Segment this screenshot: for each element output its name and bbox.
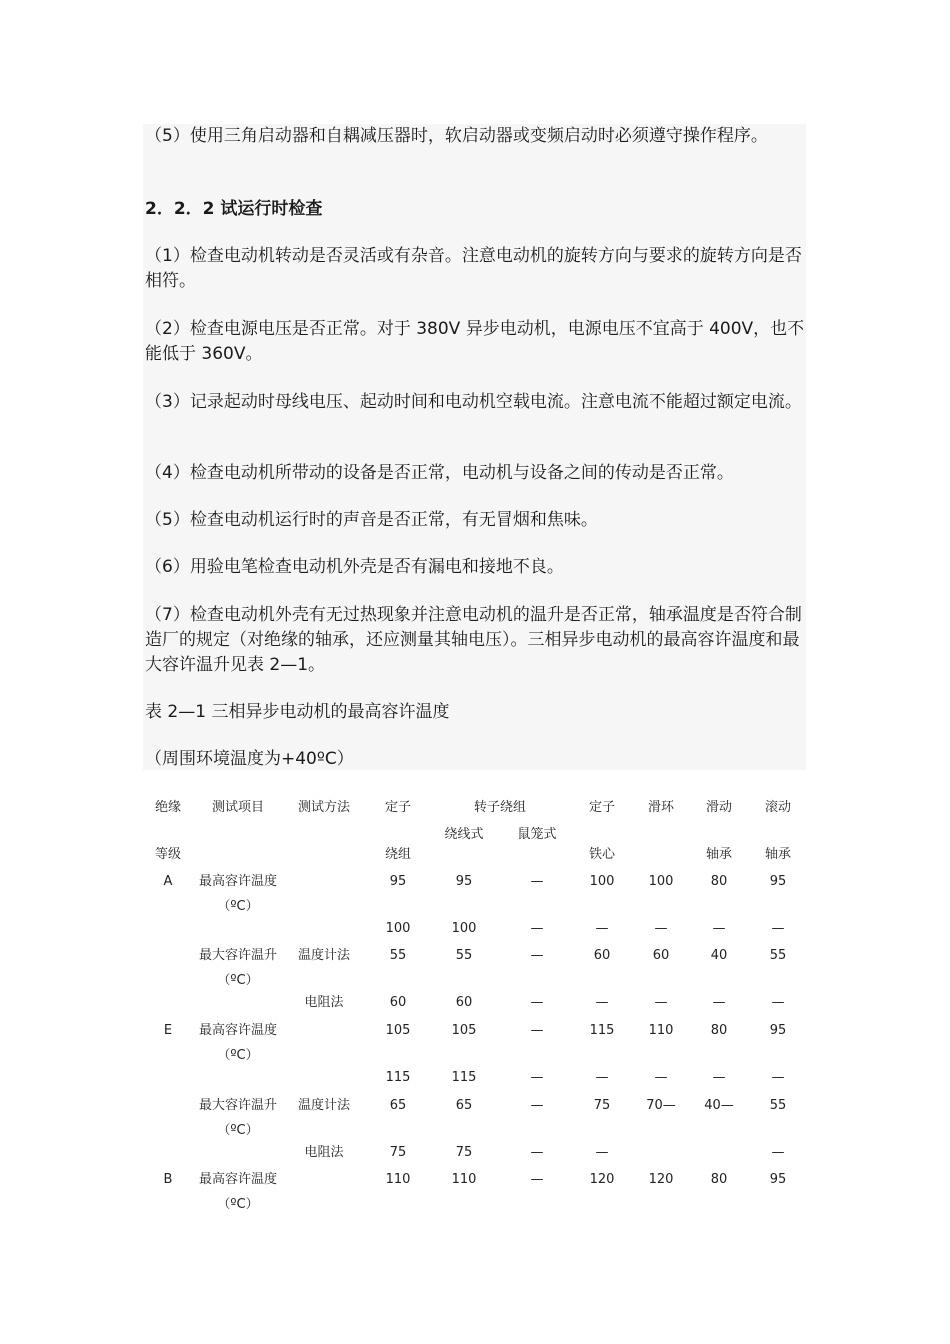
paragraph-6-leakage-check: （6）用验电笔检查电动机外壳是否有漏电和接地不良。 <box>145 557 564 577</box>
value-cell: — <box>771 1070 785 1085</box>
value-cell: 75 <box>593 1098 611 1113</box>
value-cell: 115 <box>589 1023 615 1038</box>
test-method-cell: 电阻法 <box>304 1145 344 1160</box>
value-cell: 60 <box>455 995 473 1010</box>
value-cell: 115 <box>451 1070 477 1085</box>
value-cell: — <box>595 1070 609 1085</box>
header-bearing-sliding: 轴承 <box>705 847 733 862</box>
value-cell: 95 <box>769 1023 787 1038</box>
value-cell: — <box>530 1172 544 1187</box>
value-cell: 100 <box>385 921 411 936</box>
value-cell: 110 <box>385 1172 411 1187</box>
header-rotor-winding: 转子绕组 <box>473 800 527 815</box>
value-cell: — <box>654 1070 668 1085</box>
section-heading-trial-run: 2．2．2 试运行时检查 <box>145 199 323 219</box>
value-cell: 95 <box>769 874 787 889</box>
grade-cell: A <box>163 874 173 889</box>
value-cell: 60 <box>652 948 670 963</box>
value-cell: — <box>595 995 609 1010</box>
value-cell: 80 <box>710 874 728 889</box>
value-cell: 55 <box>389 948 407 963</box>
value-cell: 80 <box>710 1172 728 1187</box>
value-cell: 60 <box>593 948 611 963</box>
value-cell: — <box>530 995 544 1010</box>
value-cell: — <box>530 1145 544 1160</box>
paragraph-1-rotation-check: （1）检查电动机转动是否灵活或有杂音。注意电动机的旋转方向与要求的旋转方向是否相符。 <box>145 246 802 291</box>
test-item-cell: 最高容许温度（ºC） <box>198 874 277 914</box>
value-cell: 75 <box>455 1145 473 1160</box>
test-item-cell: 最大容许温升（ºC） <box>198 1098 277 1138</box>
header-winding: 绕组 <box>384 847 412 862</box>
grade-cell: E <box>163 1023 173 1038</box>
value-cell: 55 <box>769 1098 787 1113</box>
header-test-method: 测试方法 <box>297 800 351 815</box>
value-cell: 120 <box>589 1172 615 1187</box>
value-cell: 100 <box>589 874 615 889</box>
test-item-cell: 最高容许温度（ºC） <box>198 1172 277 1212</box>
test-method-cell: 温度计法 <box>297 948 351 963</box>
value-cell: — <box>654 995 668 1010</box>
value-cell: 70— <box>646 1098 676 1113</box>
value-cell: 55 <box>769 948 787 963</box>
header-sliding-bearing: 滑动 <box>705 800 733 815</box>
value-cell: — <box>530 921 544 936</box>
value-cell: — <box>712 921 726 936</box>
test-method-cell: 温度计法 <box>297 1098 351 1113</box>
value-cell: 80 <box>710 1023 728 1038</box>
paragraph-2-voltage-check: （2）检查电源电压是否正常。对于 380V 异步电动机，电源电压不宜高于 400V，也不能低于 360V。 <box>145 319 805 364</box>
value-cell: 95 <box>769 1172 787 1187</box>
table-caption: 表 2—1 三相异步电动机的最高容许温度 <box>145 702 450 722</box>
value-cell: — <box>771 995 785 1010</box>
value-cell: 105 <box>385 1023 411 1038</box>
value-cell: — <box>654 921 668 936</box>
value-cell: — <box>771 1145 785 1160</box>
value-cell: 105 <box>451 1023 477 1038</box>
paragraph-3-record-startup: （3）记录起动时母线电压、起动时间和电动机空载电流。注意电流不能超过额定电流。 <box>145 392 802 412</box>
value-cell: 60 <box>389 995 407 1010</box>
paragraph-5-sound-check: （5）检查电动机运行时的声音是否正常，有无冒烟和焦味。 <box>145 510 598 530</box>
table-subcaption-ambient: （周围环境温度为+40ºC） <box>145 749 354 769</box>
header-rolling-bearing: 滚动 <box>764 800 792 815</box>
header-squirrel-cage: 鼠笼式 <box>517 827 557 842</box>
header-slip-ring: 滑环 <box>647 800 675 815</box>
test-item-cell: 最高容许温度（ºC） <box>198 1023 277 1063</box>
value-cell: — <box>530 948 544 963</box>
test-method-cell: 电阻法 <box>304 995 344 1010</box>
paragraph-7-temperature-check: （7）检查电动机外壳有无过热现象并注意电动机的温升是否正常，轴承温度是否符合制造厂的规定（对绝缘的轴承，还应测量其轴电压）。三相异步电动机的最高容许温度和最大容许温升见表 2—1。 <box>145 605 802 675</box>
paragraph-5-startup-procedure: （5）使用三角启动器和自耦减压器时，软启动器或变频启动时必须遵守操作程序。 <box>145 126 768 146</box>
grade-cell: B <box>163 1172 173 1187</box>
value-cell: — <box>530 1098 544 1113</box>
value-cell: 55 <box>455 948 473 963</box>
value-cell: 95 <box>455 874 473 889</box>
value-cell: 65 <box>455 1098 473 1113</box>
value-cell: 110 <box>451 1172 477 1187</box>
value-cell: 110 <box>648 1023 674 1038</box>
header-stator: 定子 <box>384 800 412 815</box>
value-cell: — <box>595 1145 609 1160</box>
value-cell: 95 <box>389 874 407 889</box>
value-cell: 120 <box>648 1172 674 1187</box>
header-insulation: 绝缘 <box>154 800 182 815</box>
value-cell: 40 <box>710 948 728 963</box>
header-grade: 等级 <box>154 847 182 862</box>
value-cell: 100 <box>648 874 674 889</box>
paragraph-4-equipment-check: （4）检查电动机所带动的设备是否正常，电动机与设备之间的传动是否正常。 <box>145 463 734 483</box>
value-cell: 75 <box>389 1145 407 1160</box>
header-stator-core: 定子 <box>588 800 616 815</box>
header-wound-rotor: 绕线式 <box>444 827 484 842</box>
value-cell: 115 <box>385 1070 411 1085</box>
value-cell: 65 <box>389 1098 407 1113</box>
value-cell: — <box>530 1070 544 1085</box>
value-cell: — <box>530 1023 544 1038</box>
value-cell: — <box>595 921 609 936</box>
value-cell: — <box>712 995 726 1010</box>
value-cell: 40— <box>704 1098 734 1113</box>
header-test-item: 测试项目 <box>211 800 265 815</box>
value-cell: 100 <box>451 921 477 936</box>
value-cell: — <box>712 1070 726 1085</box>
header-bearing-rolling: 轴承 <box>764 847 792 862</box>
test-item-cell: 最大容许温升（ºC） <box>198 948 277 988</box>
value-cell: — <box>771 921 785 936</box>
value-cell: — <box>530 874 544 889</box>
header-core: 铁心 <box>588 847 616 862</box>
